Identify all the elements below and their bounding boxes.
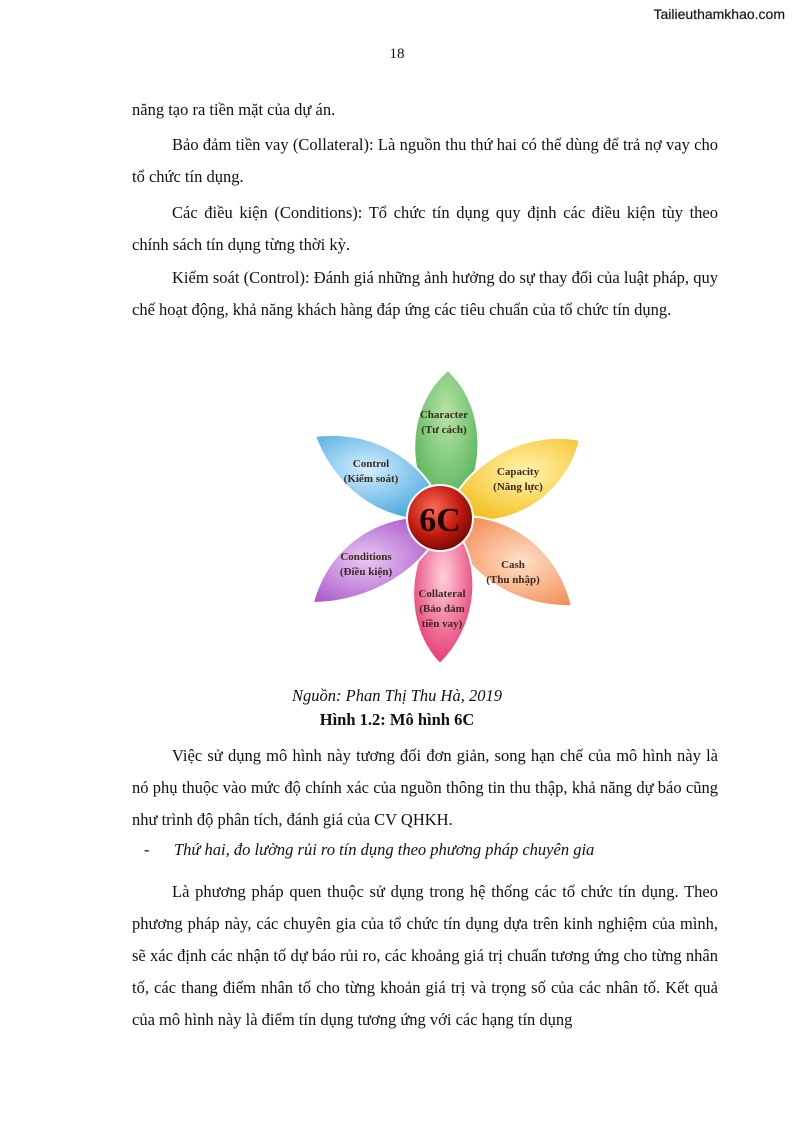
paragraph-continuation: năng tạo ra tiền mặt của dự án. bbox=[132, 100, 336, 119]
petal-collateral-label: Collateral bbox=[418, 588, 466, 600]
paragraph-control: Kiểm soát (Control): Đánh giá những ảnh hưởng do sự thay đổi của luật pháp, quy chế hoạt động, khả năng khách hàng đáp ứng các tiêu chuẩn của tổ chức tín dụng. bbox=[132, 268, 718, 319]
watermark: Tailieuthamkhao.com bbox=[653, 6, 785, 22]
petal-capacity-label: Capacity bbox=[496, 466, 540, 478]
paragraph-expert-method: Là phương pháp quen thuộc sử dụng trong hệ thống các tổ chức tín dụng. Theo phương pháp này, các chuyên gia của tổ chức tín dụng dựa trên kinh nghiệm của mình, sẽ xác định các nhận tố dự báo rủi ro, các khoảng giá trị chuẩn tương ứng cho từng nhân tố, các thang điểm nhân tố cho từng khoản giá trị và trọng số của các nhân tố. Kết quả của mô hình này là điểm tín dụng tương ứng với các hạng tín dụng bbox=[132, 882, 718, 1029]
petal-conditions-sublabel: (Điều kiện) bbox=[339, 566, 393, 578]
petal-capacity-sublabel: (Năng lực) bbox=[493, 481, 543, 493]
paragraph-after-figure: Việc sử dụng mô hình này tương đối đơn giản, song hạn chế của mô hình này là nó phụ thuộc vào mức độ chính xác của nguồn thông tin thu thập, khả năng dự báo cũng như trình độ phân tích, đánh giá của CV QHKH. bbox=[132, 746, 718, 829]
bullet-text: Thứ hai, đo lường rủi ro tín dụng theo phương pháp chuyên gia bbox=[174, 840, 595, 859]
page-number: 18 bbox=[389, 46, 405, 62]
six-c-flower bbox=[310, 368, 580, 666]
center-label: 6C bbox=[419, 502, 461, 539]
petal-conditions-label: Conditions bbox=[340, 551, 392, 563]
petal-character-sublabel: (Tư cách) bbox=[421, 424, 467, 436]
paragraph-collateral: Bảo đảm tiền vay (Collateral): Là nguồn thu thứ hai có thể dùng để trả nợ vay cho tổ chức tín dụng. bbox=[132, 135, 718, 186]
petal-collateral-sublabel-2: tiền vay) bbox=[421, 618, 463, 630]
six-c-diagram bbox=[310, 368, 580, 666]
petal-cash-label: Cash bbox=[501, 559, 525, 571]
figure-source: Nguồn: Phan Thị Thu Hà, 2019 bbox=[292, 686, 502, 705]
figure-title: Hình 1.2: Mô hình 6C bbox=[319, 710, 475, 729]
bullet-item bbox=[144, 840, 594, 860]
petal-collateral-sublabel: (Bảo đảm bbox=[419, 603, 465, 615]
paragraph-conditions: Các điều kiện (Conditions): Tổ chức tín dụng quy định các điều kiện tùy theo chính sách tín dụng từng thời kỳ. bbox=[132, 203, 718, 254]
bullet-dash: - bbox=[144, 840, 150, 859]
petal-control-sublabel: (Kiểm soát) bbox=[343, 473, 399, 485]
petal-character-label: Character bbox=[419, 409, 469, 421]
petal-cash-sublabel: (Thu nhập) bbox=[486, 574, 540, 586]
petal-control-label: Control bbox=[352, 458, 390, 470]
